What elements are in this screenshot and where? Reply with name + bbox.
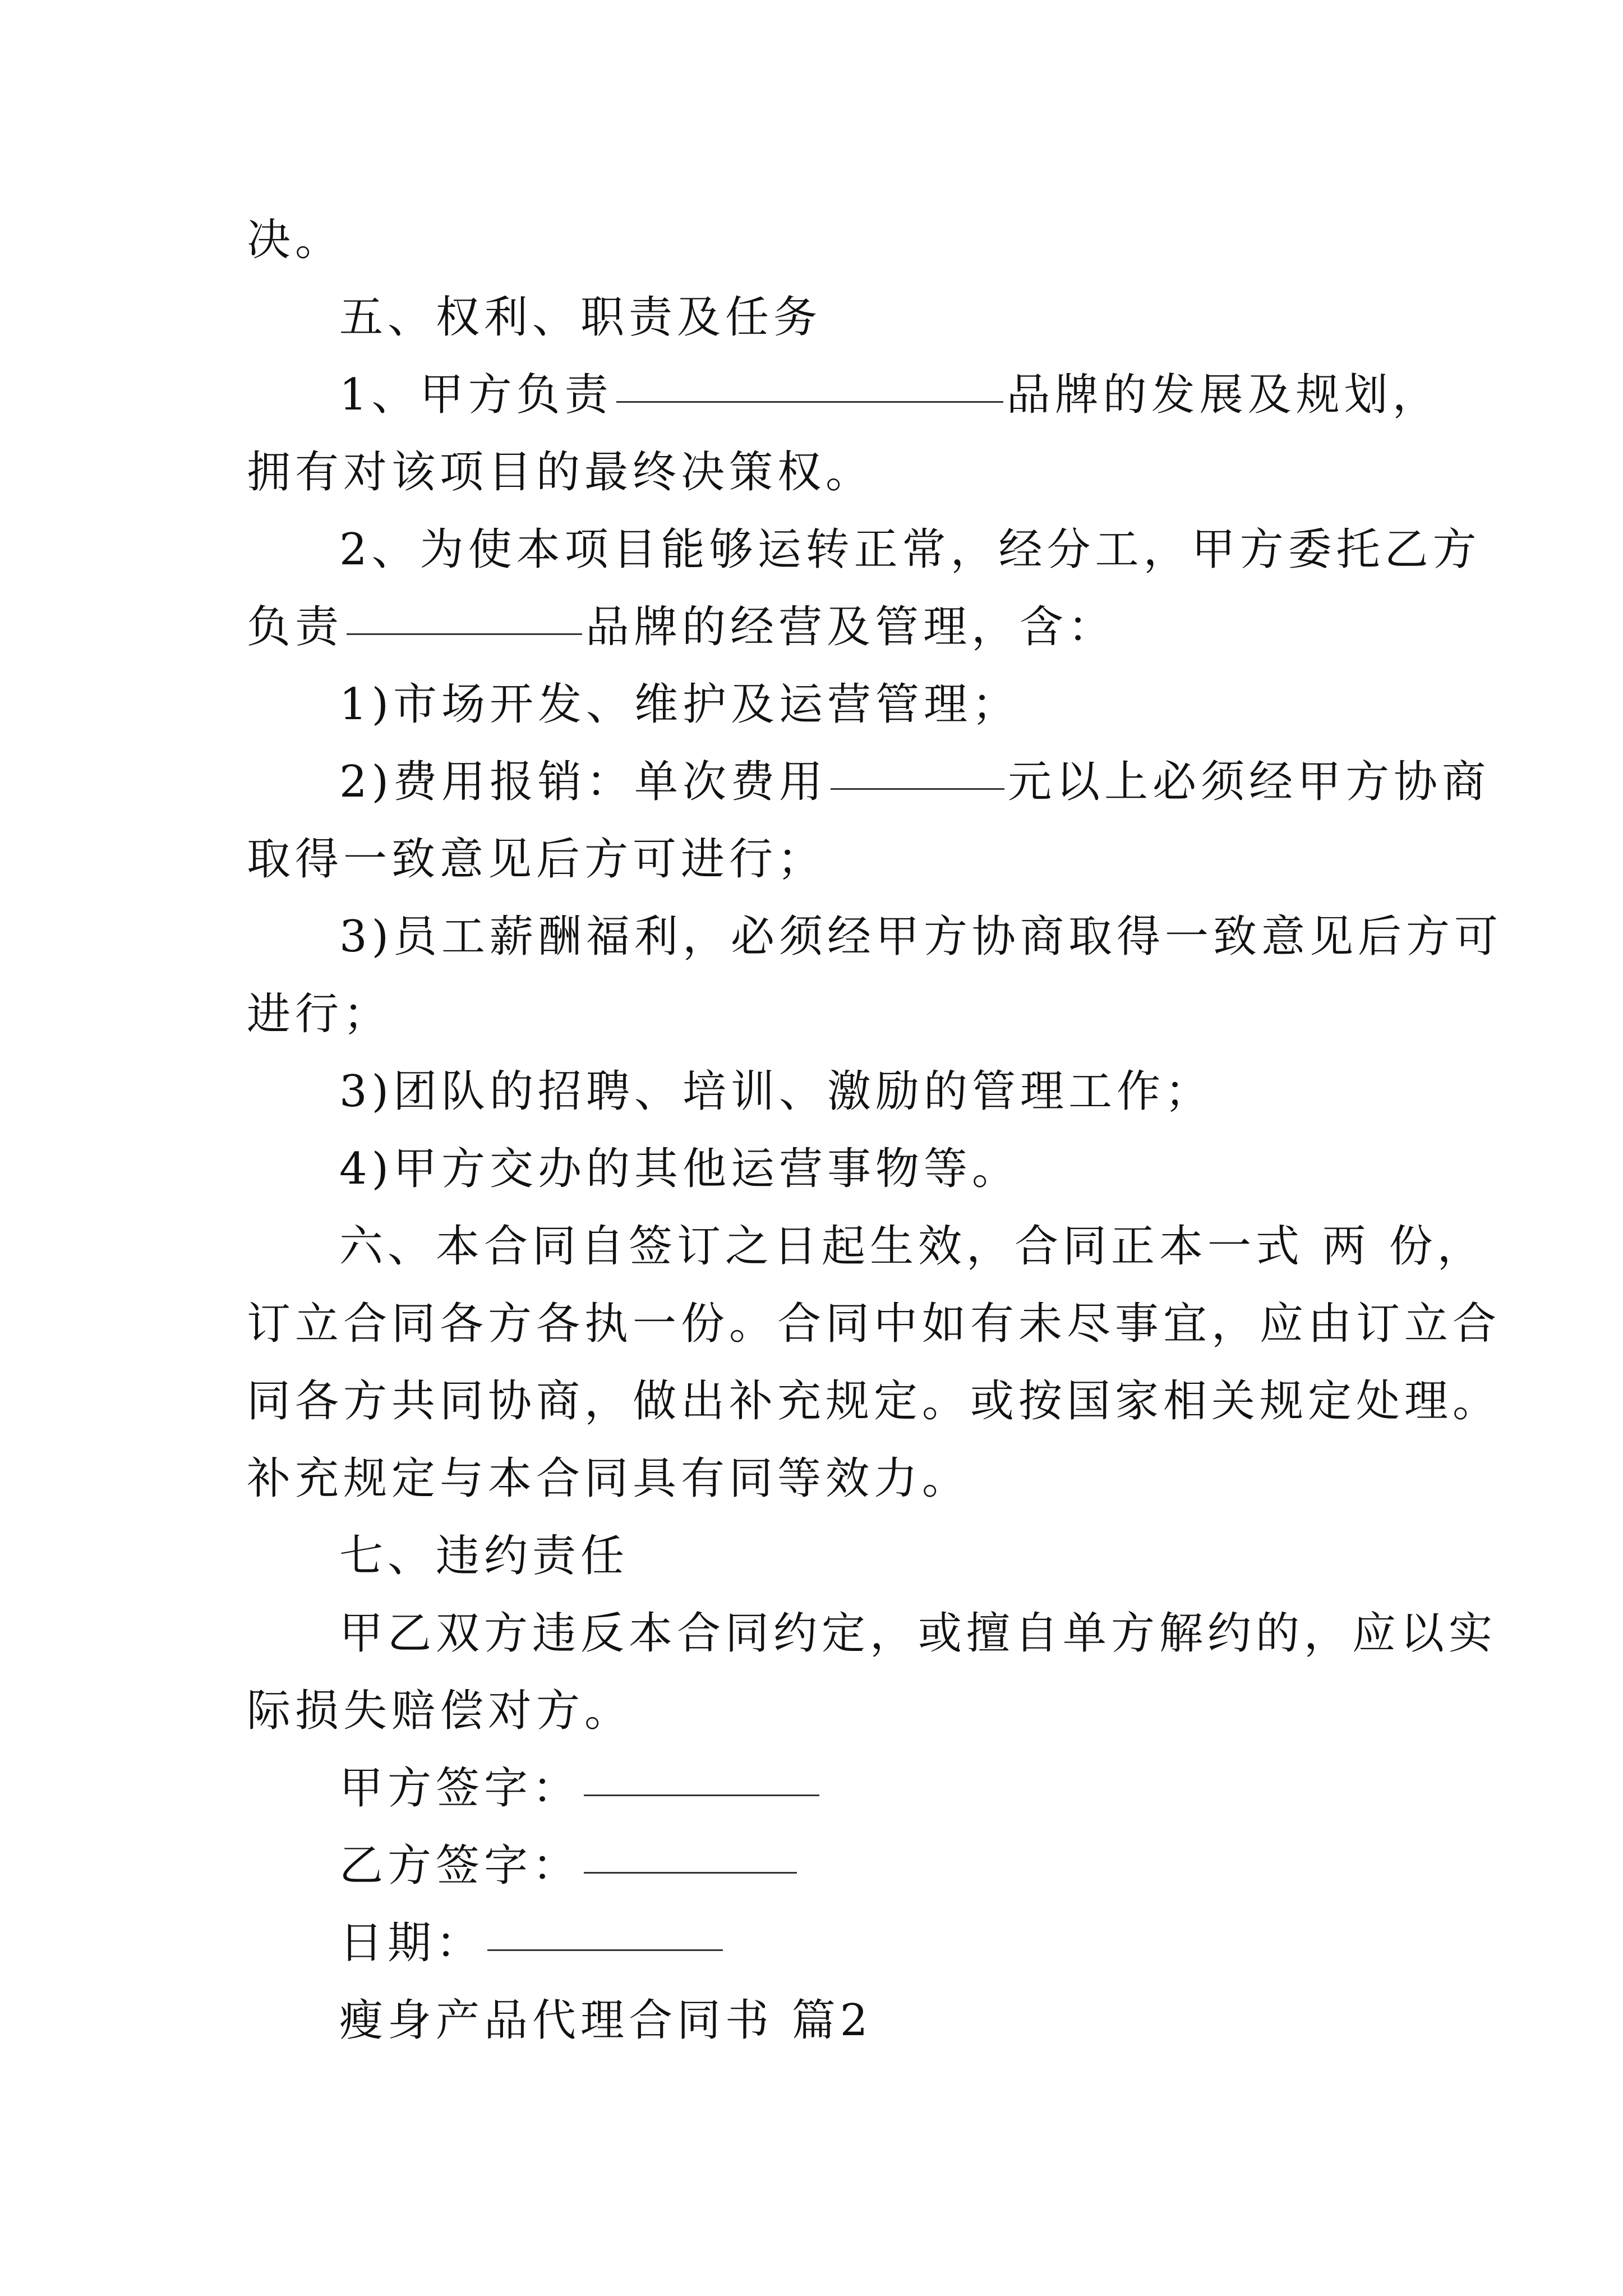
paragraph-line (247, 1445, 970, 1512)
list-item (339, 748, 1490, 816)
text: 决。 (247, 215, 344, 265)
signature-blank (584, 1833, 797, 1874)
text: 进行； (247, 989, 392, 1039)
text: 3)团队的招聘、培训、激励的管理工作； (339, 1066, 1214, 1117)
date-blank (487, 1910, 723, 1951)
text: 1)市场开发、维护及运营管理； (339, 679, 1021, 730)
list-item (339, 1058, 1213, 1125)
text: 甲乙双方违反本合同约定，或擅自单方解约的，应以实 (339, 1608, 1497, 1659)
paragraph-line (247, 439, 874, 506)
list-item (339, 1135, 1020, 1203)
fill-in-blank (831, 749, 1004, 790)
text: 取得一致意见后方可进行； (247, 834, 826, 885)
date-line (339, 1910, 726, 1977)
paragraph-line (247, 1290, 1501, 1358)
text: 2)费用报销：单次费用 (339, 757, 828, 807)
text: 2、为使本项目能够运转正常，经分工，甲方委托乙方 (339, 524, 1481, 575)
text: 4)甲方交办的其他运营事物等。 (339, 1144, 1021, 1194)
paragraph-line (247, 593, 1116, 661)
text: 1、甲方负责 (339, 370, 613, 420)
heading-text: 七、违约责任 (339, 1531, 629, 1581)
paragraph-line (247, 1368, 1501, 1435)
section-heading-5 (339, 284, 822, 351)
text: 补充规定与本合同具有同等效力。 (247, 1453, 971, 1504)
text: 负责 (247, 602, 344, 652)
heading-text: 五、权利、职责及任务 (339, 292, 822, 343)
paragraph-line (247, 981, 391, 1048)
text: 际损失赔偿对方。 (247, 1686, 633, 1736)
paragraph-line (339, 361, 1441, 429)
date-label: 日期： (339, 1918, 485, 1968)
paragraph-line (339, 1600, 1497, 1667)
list-item (339, 903, 1502, 970)
text: 品牌的经营及管理，含： (585, 602, 1117, 652)
fill-in-blank (347, 594, 582, 635)
paragraph-line (339, 516, 1481, 583)
paragraph-line (339, 1213, 1486, 1280)
next-section-title (339, 1987, 872, 2054)
text: 元以上必须经甲方协商 (1008, 757, 1491, 807)
paragraph-line (247, 826, 826, 893)
text: 3)员工薪酬福利，必须经甲方协商取得一致意见后方可 (339, 912, 1503, 962)
text: 同各方共同协商，做出补充规定。或按国家相关规定处理。 (247, 1376, 1501, 1427)
text: 六、本合同自签订之日起生效，合同正本一式 两 份， (339, 1221, 1486, 1272)
signature-label: 乙方签字： (339, 1841, 581, 1891)
list-item (339, 671, 1020, 738)
section-heading-7 (339, 1522, 629, 1590)
fill-in-blank (616, 362, 1003, 403)
signature-label: 甲方签字： (339, 1763, 581, 1814)
signature-blank (584, 1755, 819, 1796)
signature-line-party-b (339, 1832, 800, 1899)
paragraph-line (247, 206, 343, 274)
text: 品牌的发展及规划， (1006, 370, 1441, 420)
signature-line-party-a (339, 1755, 823, 1822)
text: 拥有对该项目的最终决策权。 (247, 447, 874, 498)
paragraph-line (247, 1677, 633, 1745)
title-text: 瘦身产品代理合同书 篇2 (339, 1995, 873, 2046)
text: 订立合同各方各执一份。合同中如有未尽事宜，应由订立合 (247, 1299, 1501, 1349)
